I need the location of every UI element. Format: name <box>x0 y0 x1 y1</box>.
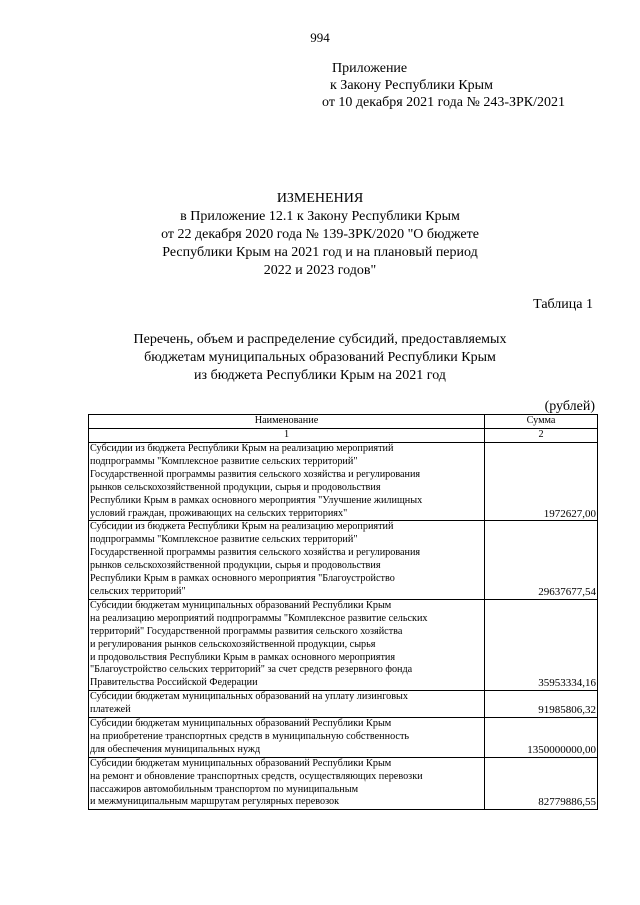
row-name: Субсидии из бюджета Республики Крым на реализацию мероприятий подпрограммы "Комплексное развитие сельских территорий" Государственной программы развития сельского хозяйства и регулирования рынков сельскохозяйственной продукции, сырья и продовольствия Республики Крым в рамках основного мероприятия "Улучшение жилищных условий граждан, проживающих на сельских территориях" <box>89 443 485 521</box>
row-sum: 35953334,16 <box>485 599 598 690</box>
subtitle-line: Перечень, объем и распределение субсидий, предоставляемых <box>133 332 507 347</box>
row-name: Субсидии бюджетам муниципальных образований Республики Крым на реализацию мероприятий подпрограммы "Комплексное развитие сельских территорий" Государственной программы развития сельского хозяйства и регулирования рынков сельскохозяйственной продукции, сырья и продовольствия Республики Крым в рамках основного мероприятия "Благоустройство сельских территорий" за счет средств резервного фонда Правительства Российской Федерации <box>89 599 485 690</box>
document-title <box>0 190 640 280</box>
title-line: ИЗМЕНЕНИЯ <box>276 191 364 206</box>
row-name: Субсидии бюджетам муниципальных образований Республики Крым на приобретение транспортных средств в муниципальную собственность для обеспечения муниципальных нужд <box>89 718 485 758</box>
table-subtitle <box>0 331 640 385</box>
table-row <box>89 718 598 758</box>
row-sum: 1972627,00 <box>485 443 598 521</box>
title-line: 2022 и 2023 годов" <box>263 263 377 278</box>
column-number-row <box>89 429 598 443</box>
table-row <box>89 521 598 599</box>
units-label: (рублей) <box>544 399 595 414</box>
header-sum: Сумма <box>485 415 598 429</box>
title-line: от 22 декабря 2020 года № 139-ЗРК/2020 "О бюджете <box>161 227 479 242</box>
row-name: Субсидии из бюджета Республики Крым на реализацию мероприятий подпрограммы "Комплексное развитие сельских территорий" Государственной программы развития сельского хозяйства и регулирования рынков сельскохозяйственной продукции, сырья и продовольствия Республики Крым в рамках основного мероприятия "Благоустройство сельских территорий" <box>89 521 485 599</box>
appendix-line-3: от 10 декабря 2021 года № 243-ЗРК/2021 <box>322 95 566 110</box>
table-row <box>89 599 598 690</box>
subtitle-line: бюджетам муниципальных образований Республики Крым <box>144 350 496 365</box>
table-label: Таблица 1 <box>533 297 593 312</box>
title-line: Республики Крым на 2021 год и на плановый период <box>162 245 478 260</box>
row-sum: 82779886,55 <box>485 757 598 810</box>
header-name: Наименование <box>89 415 485 429</box>
table-row <box>89 691 598 718</box>
table-row <box>89 757 598 810</box>
appendix-header <box>322 60 566 111</box>
table-row <box>89 443 598 521</box>
appendix-line-1: Приложение <box>332 61 408 76</box>
appendix-line-2: к Закону Республики Крым <box>330 78 493 93</box>
column-number: 1 <box>89 429 485 443</box>
subsidies-table <box>88 414 598 810</box>
row-name: Субсидии бюджетам муниципальных образований на уплату лизинговых платежей <box>89 691 485 718</box>
title-line: в Приложение 12.1 к Закону Республики Крым <box>180 209 460 224</box>
row-sum: 91985806,32 <box>485 691 598 718</box>
subtitle-line: из бюджета Республики Крым на 2021 год <box>194 368 446 383</box>
page-number: 994 <box>310 30 330 45</box>
row-name: Субсидии бюджетам муниципальных образований Республики Крым на ремонт и обновление транспортных средств, осуществляющих перевозки пассажиров автомобильным транспортом по муниципальным и межмуниципальным маршрутам регулярных перевозок <box>89 757 485 810</box>
table-header-row <box>89 415 598 429</box>
column-number: 2 <box>485 429 598 443</box>
row-sum: 29637677,54 <box>485 521 598 599</box>
row-sum: 1350000000,00 <box>485 718 598 758</box>
